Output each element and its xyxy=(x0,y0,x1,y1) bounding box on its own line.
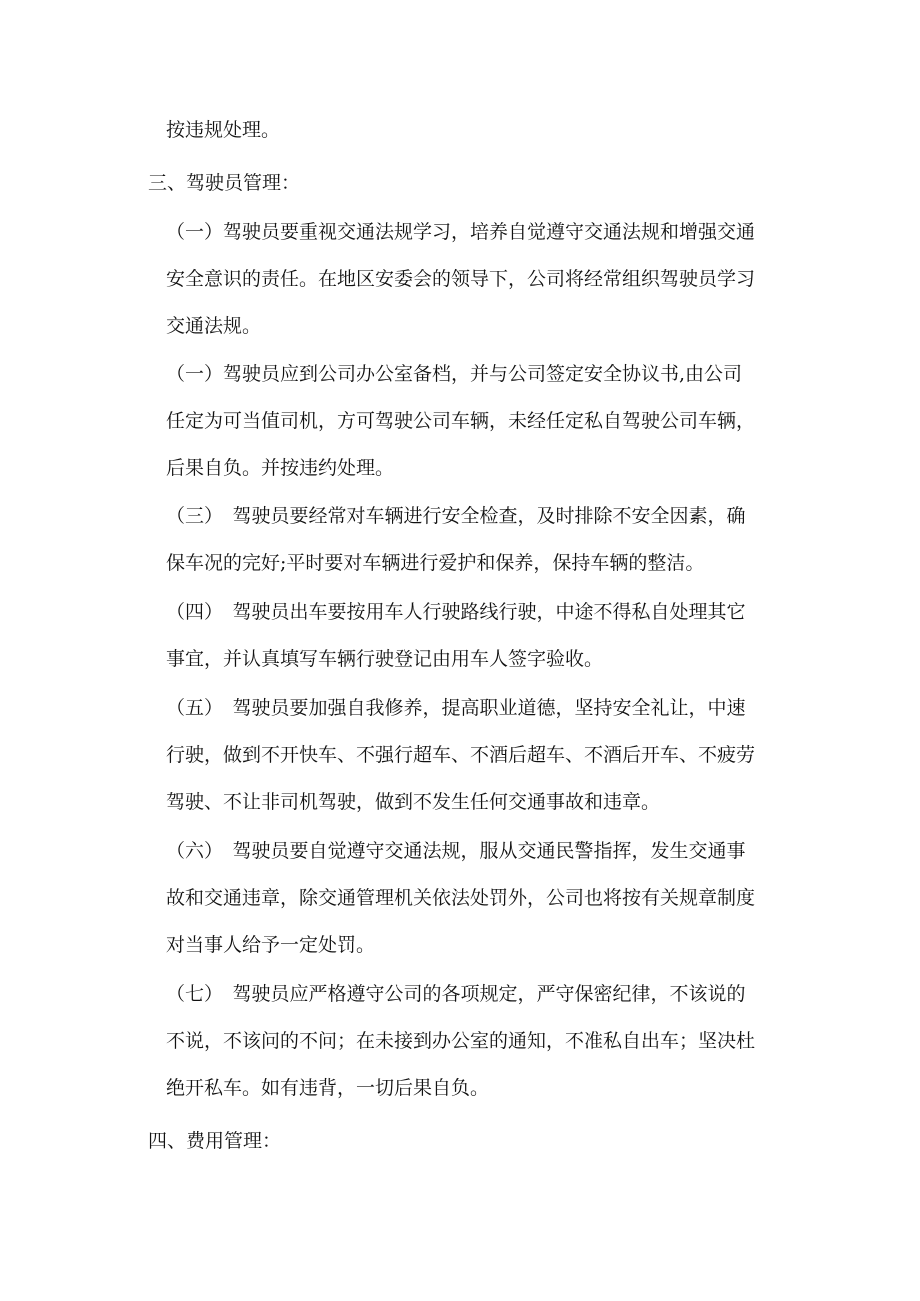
item-1-line-1: （一）驾驶员要重视交通法规学习，培养自觉遵守交通法规和增强交通 xyxy=(166,221,756,243)
item-7-line-2: 不说，不该问的不问；在未接到办公室的通知，不准私自出车；坚决杜 xyxy=(166,1030,756,1052)
section-4-heading: 四、费用管理： xyxy=(148,1130,282,1152)
item-5-line-1: （五） 驾驶员要加强自我修养，提高职业道德，坚持安全礼让，中速 xyxy=(166,697,746,719)
item-7-line-1: （七） 驾驶员应严格遵守公司的各项规定，严守保密纪律，不该说的 xyxy=(166,983,746,1005)
item-1-line-2: 安全意识的责任。在地区安委会的领导下，公司将经常组织驾驶员学习 xyxy=(166,268,756,290)
item-4-line-2: 事宜，并认真填写车辆行驶登记由用车人签字验收。 xyxy=(166,648,604,670)
item-3-line-1: （三） 驾驶员要经常对车辆进行安全检查，及时排除不安全因素，确 xyxy=(166,505,746,527)
item-6-line-2: 故和交通违章，除交通管理机关依法处罚外，公司也将按有关规章制度 xyxy=(166,887,756,909)
item-2-line-3: 后果自负。并按违约处理。 xyxy=(166,457,395,479)
item-2-line-1: （一）驾驶员应到公司办公室备档，并与公司签定安全协议书,由公司 xyxy=(166,363,743,385)
continuation-line: 按违规处理。 xyxy=(166,119,281,141)
item-2-line-2: 任定为可当值司机，方可驾驶公司车辆，未经任定私自驾驶公司车辆， xyxy=(166,410,756,432)
item-6-line-1: （六） 驾驶员要自觉遵守交通法规，服从交通民警指挥，发生交通事 xyxy=(166,840,746,862)
item-5-line-2: 行驶，做到不开快车、不强行超车、不酒后超车、不酒后开车、不疲劳 xyxy=(166,744,756,766)
section-3-heading: 三、驾驶员管理： xyxy=(148,172,301,194)
item-1-line-3: 交通法规。 xyxy=(166,315,262,337)
item-4-line-1: （四） 驾驶员出车要按用车人行驶路线行驶，中途不得私自处理其它 xyxy=(166,601,746,623)
item-7-line-3: 绝开私车。如有违背，一切后果自负。 xyxy=(166,1077,490,1099)
item-3-line-2: 保车况的完好;平时要对车辆进行爱护和保养，保持车辆的整洁。 xyxy=(166,552,705,574)
item-6-line-3: 对当事人给予一定处罚。 xyxy=(166,934,376,956)
item-5-line-3: 驾驶、不让非司机驾驶，做到不发生任何交通事故和违章。 xyxy=(166,791,661,813)
